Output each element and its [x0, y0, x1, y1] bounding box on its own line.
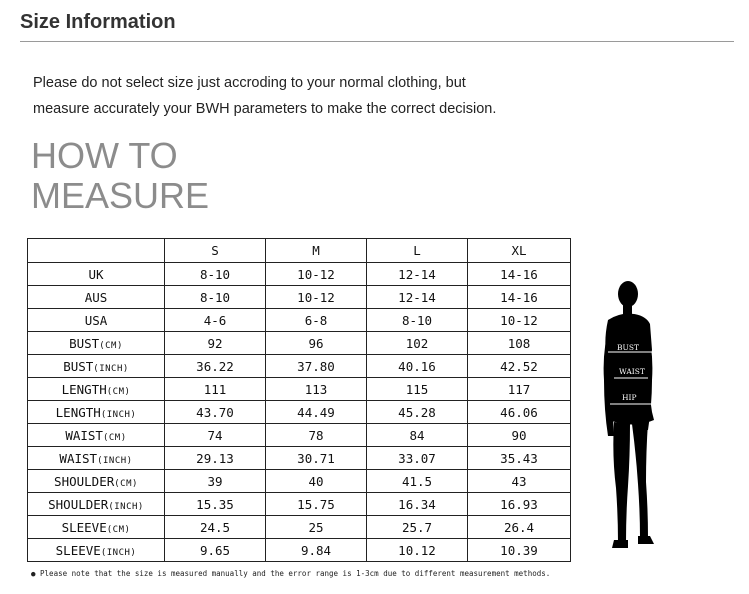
- row-label-cell: [28, 332, 165, 355]
- size-value-cell: 113: [266, 378, 367, 401]
- table-header-row: [28, 239, 571, 263]
- row-label: LENGTH: [61, 381, 107, 397]
- row-label-cell: [28, 447, 165, 470]
- table-row: [28, 470, 571, 493]
- row-label-cell: [28, 378, 165, 401]
- size-value-cell: 15.35: [165, 493, 266, 516]
- size-value-cell: 92: [165, 332, 266, 355]
- row-label-cell: [28, 401, 165, 424]
- size-value-cell: 30.71: [266, 447, 367, 470]
- size-value-cell: 78: [266, 424, 367, 447]
- row-unit: (INCH): [108, 501, 144, 512]
- size-value-cell: 90: [468, 424, 571, 447]
- row-label-cell: [28, 309, 165, 332]
- size-value-cell: 96: [266, 332, 367, 355]
- size-value-cell: 29.13: [165, 447, 266, 470]
- row-unit: (INCH): [97, 455, 133, 466]
- table-row: [28, 516, 571, 539]
- size-value-cell: 12-14: [367, 286, 468, 309]
- table-row: [28, 263, 571, 286]
- body-measurement-figure: [600, 280, 680, 556]
- row-label: SHOULDER: [54, 473, 115, 489]
- size-value-cell: 44.49: [266, 401, 367, 424]
- row-label-cell: [28, 286, 165, 309]
- size-value-cell: 102: [367, 332, 468, 355]
- bust-label: BUST: [617, 343, 639, 352]
- table-row: [28, 355, 571, 378]
- table-row: [28, 539, 571, 562]
- size-value-cell: 9.65: [165, 539, 266, 562]
- section-title: Size Information: [20, 11, 176, 33]
- hip-label: HIP: [622, 393, 637, 402]
- row-label: SHOULDER: [48, 496, 109, 512]
- row-label-cell: [28, 470, 165, 493]
- size-value-cell: 35.43: [468, 447, 571, 470]
- row-unit: (INCH): [100, 547, 137, 558]
- size-value-cell: 43.70: [165, 401, 266, 424]
- row-unit: (CM): [114, 478, 138, 489]
- size-value-cell: 16.34: [367, 493, 468, 516]
- size-value-cell: 10-12: [266, 286, 367, 309]
- size-value-cell: 25.7: [367, 516, 468, 539]
- footnote: ● Please note that the size is measured manually and the error range is 1-3cm due to different measurement methods.: [31, 569, 551, 578]
- table-row: [28, 378, 571, 401]
- row-unit: (CM): [102, 432, 127, 443]
- intro-line-1: Please do not select size just accroding to your normal clothing, but: [33, 75, 466, 91]
- row-label: SLEEVE: [55, 542, 101, 558]
- title-divider: [20, 41, 734, 42]
- size-value-cell: 40: [266, 470, 367, 493]
- row-label: BUST: [63, 358, 94, 374]
- header-cell: L: [367, 239, 468, 263]
- how-to-line-2: MEASURE: [31, 175, 210, 216]
- table-row: [28, 309, 571, 332]
- row-label: LENGTH: [55, 404, 101, 420]
- row-unit: (INCH): [100, 409, 137, 420]
- size-value-cell: 10.39: [468, 539, 571, 562]
- row-label: WAIST: [59, 450, 98, 466]
- table-row: [28, 332, 571, 355]
- size-value-cell: 10-12: [266, 263, 367, 286]
- row-label: BUST: [69, 335, 100, 351]
- size-value-cell: 4-6: [165, 309, 266, 332]
- row-label-cell: [28, 493, 165, 516]
- size-value-cell: 33.07: [367, 447, 468, 470]
- size-value-cell: 14-16: [468, 286, 571, 309]
- size-value-cell: 74: [165, 424, 266, 447]
- row-label-cell: [28, 424, 165, 447]
- size-value-cell: 25: [266, 516, 367, 539]
- size-value-cell: 41.5: [367, 470, 468, 493]
- size-value-cell: 26.4: [468, 516, 571, 539]
- row-unit: (INCH): [93, 363, 129, 374]
- row-unit: (CM): [106, 386, 131, 397]
- row-label: AUS: [84, 289, 108, 305]
- size-value-cell: 37.80: [266, 355, 367, 378]
- how-to-measure-heading: [31, 136, 209, 216]
- size-value-cell: 9.84: [266, 539, 367, 562]
- size-value-cell: 45.28: [367, 401, 468, 424]
- size-value-cell: 10-12: [468, 309, 571, 332]
- waist-label: WAIST: [619, 367, 645, 376]
- row-label-cell: [28, 355, 165, 378]
- size-value-cell: 8-10: [367, 309, 468, 332]
- row-unit: (CM): [106, 524, 131, 535]
- size-value-cell: 24.5: [165, 516, 266, 539]
- size-value-cell: 39: [165, 470, 266, 493]
- table-row: [28, 424, 571, 447]
- size-value-cell: 46.06: [468, 401, 571, 424]
- row-label: USA: [84, 312, 108, 328]
- row-label-cell: [28, 516, 165, 539]
- size-value-cell: 16.93: [468, 493, 571, 516]
- table-row: [28, 493, 571, 516]
- header-cell: [28, 239, 165, 263]
- size-value-cell: 6-8: [266, 309, 367, 332]
- table-row: [28, 401, 571, 424]
- table-row: [28, 447, 571, 470]
- size-value-cell: 111: [165, 378, 266, 401]
- size-value-cell: 15.75: [266, 493, 367, 516]
- row-label-cell: [28, 539, 165, 562]
- size-value-cell: 8-10: [165, 286, 266, 309]
- header-cell: XL: [468, 239, 571, 263]
- size-value-cell: 42.52: [468, 355, 571, 378]
- row-label: SLEEVE: [61, 519, 107, 535]
- size-value-cell: 84: [367, 424, 468, 447]
- row-label: UK: [88, 266, 104, 282]
- size-value-cell: 43: [468, 470, 571, 493]
- size-value-cell: 36.22: [165, 355, 266, 378]
- size-value-cell: 117: [468, 378, 571, 401]
- table-row: [28, 286, 571, 309]
- intro-line-2: measure accurately your BWH parameters to make the correct decision.: [33, 101, 497, 117]
- how-to-line-1: HOW TO: [31, 135, 178, 176]
- header-cell: S: [165, 239, 266, 263]
- size-value-cell: 115: [367, 378, 468, 401]
- row-unit: (CM): [99, 340, 123, 351]
- size-value-cell: 40.16: [367, 355, 468, 378]
- row-label-cell: [28, 263, 165, 286]
- size-value-cell: 14-16: [468, 263, 571, 286]
- header-cell: M: [266, 239, 367, 263]
- size-value-cell: 108: [468, 332, 571, 355]
- size-table: [27, 238, 571, 562]
- size-value-cell: 8-10: [165, 263, 266, 286]
- size-value-cell: 10.12: [367, 539, 468, 562]
- row-label: WAIST: [65, 427, 103, 443]
- intro-text: [33, 70, 633, 122]
- size-value-cell: 12-14: [367, 263, 468, 286]
